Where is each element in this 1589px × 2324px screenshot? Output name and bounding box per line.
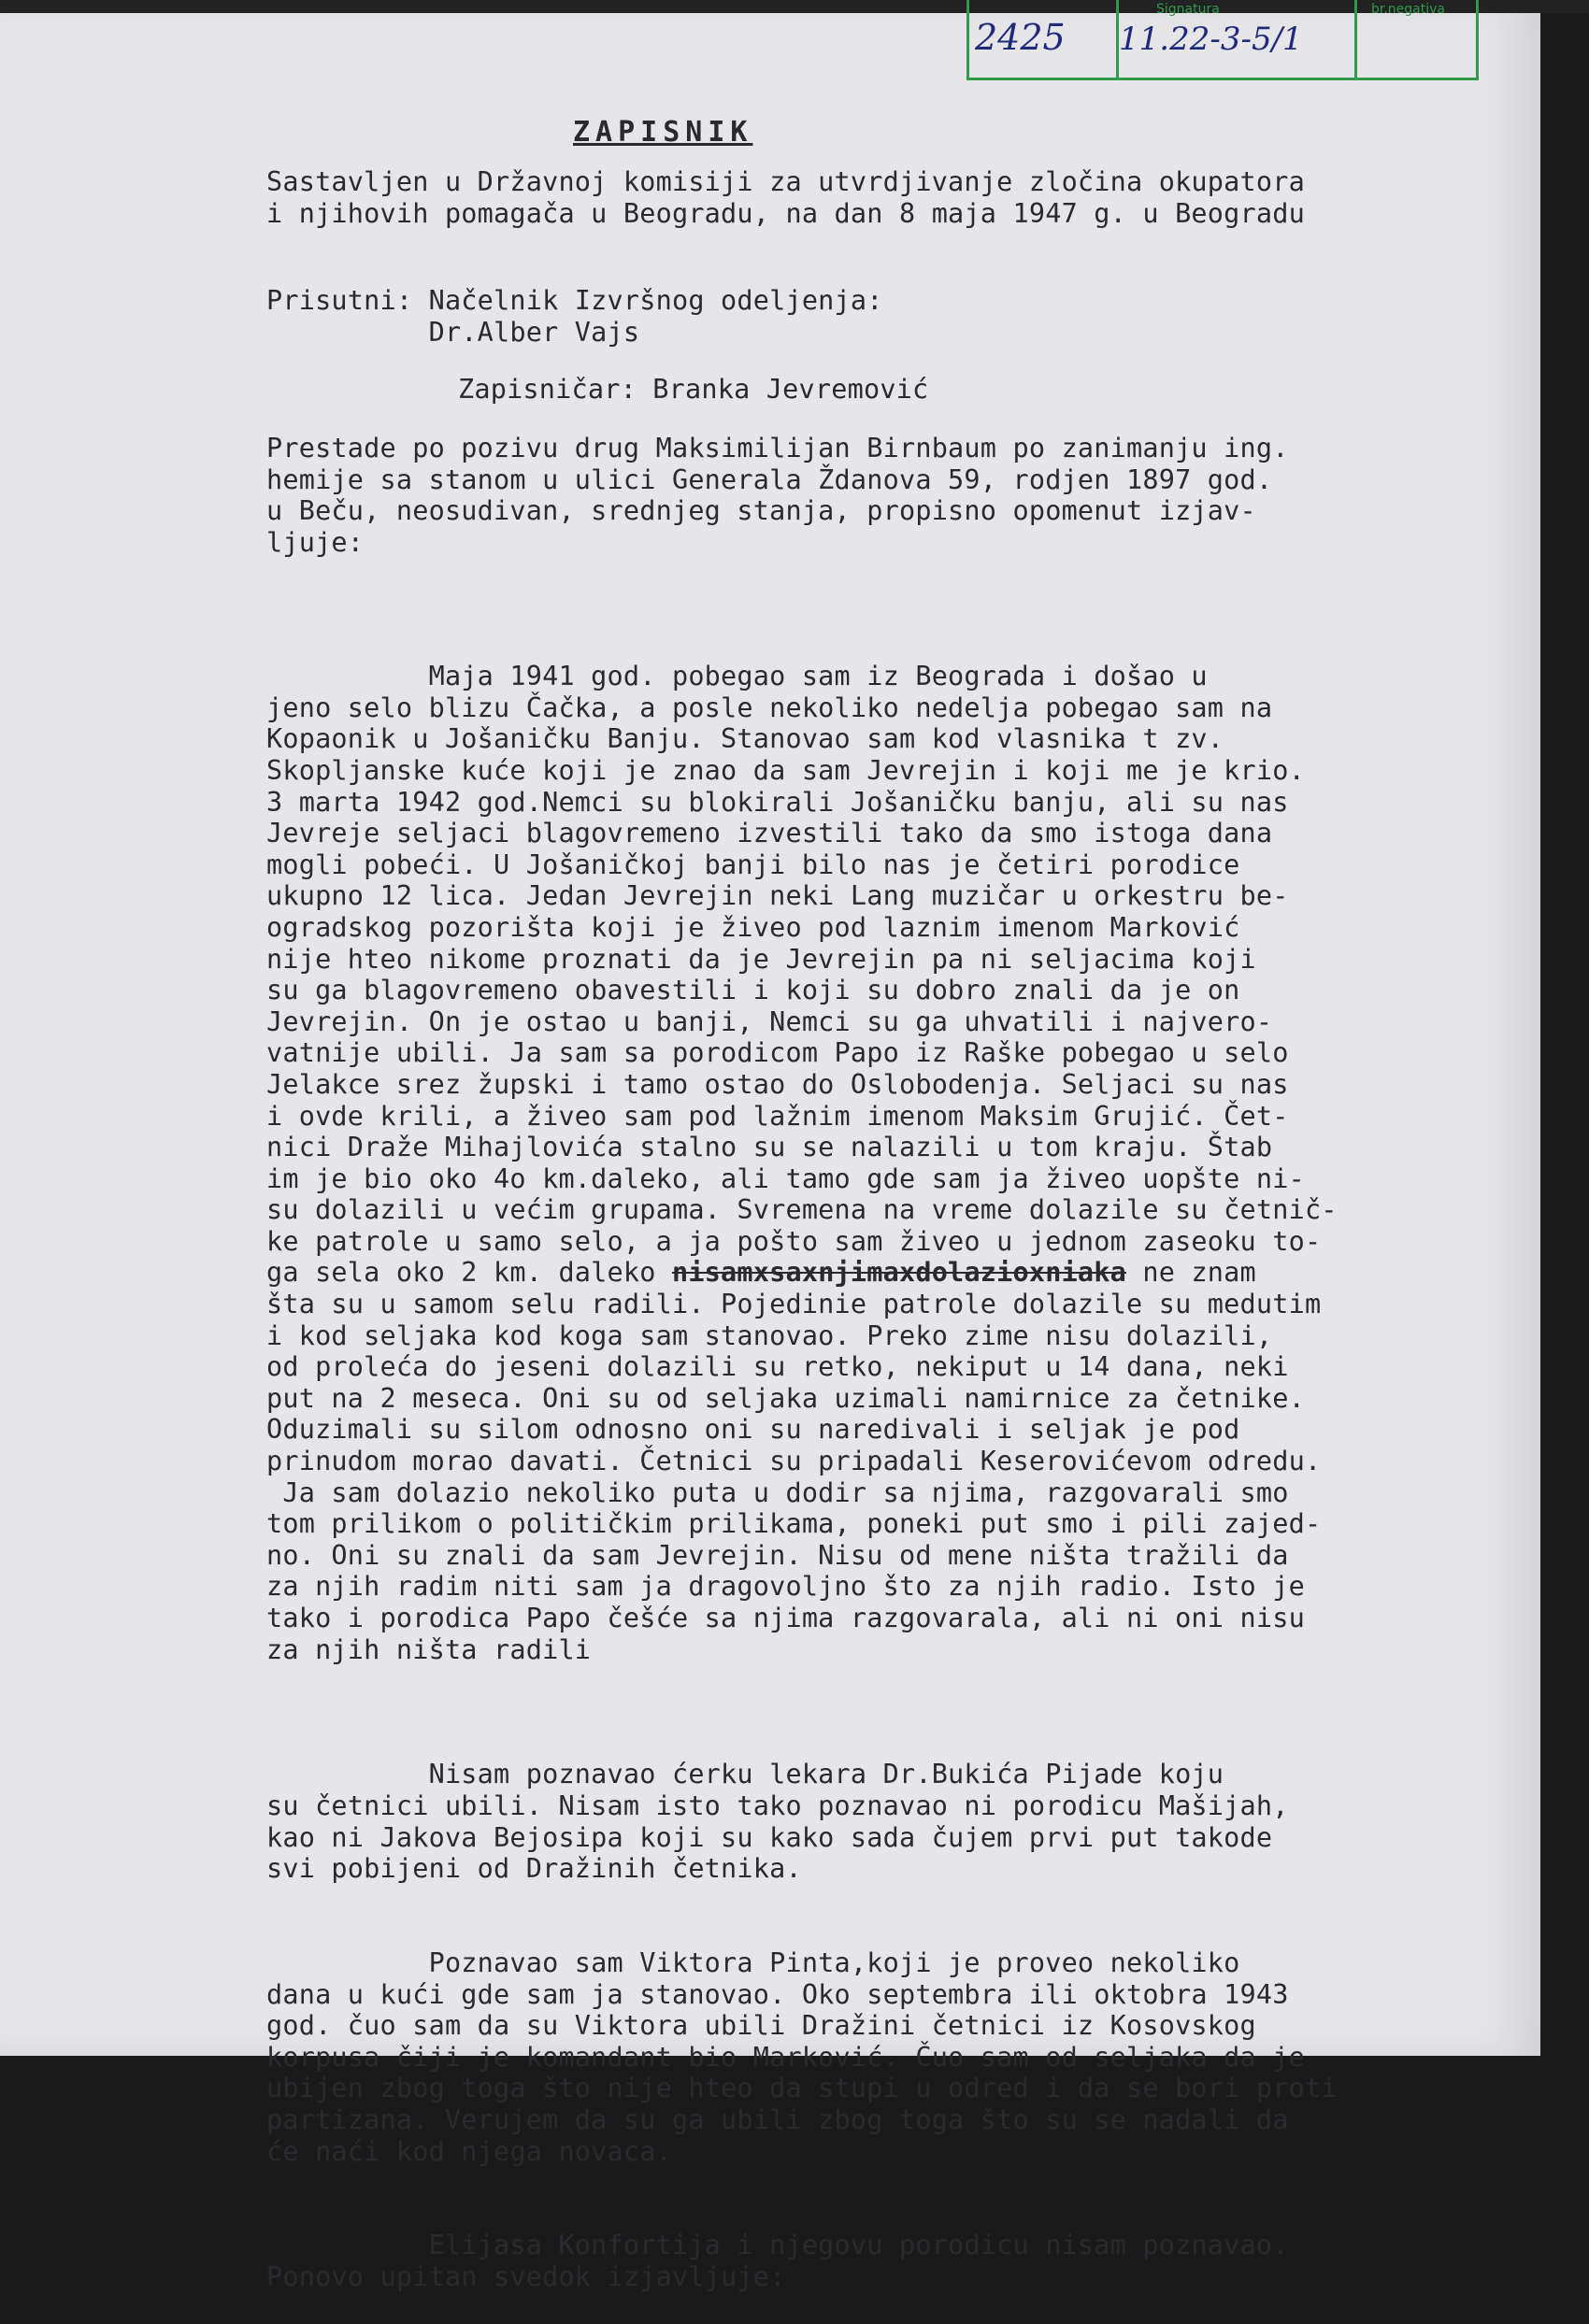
present-persons: Prisutni: Načelnik Izvršnog odeljenja: Dr.Alber Vajs	[266, 285, 883, 348]
stamp-number-cell	[969, 0, 1119, 78]
testimony-paragraph-4: Elijasa Konfortija i njegovu porodicu nisam poznavao. Ponovo upitan svedok izjavljuje:	[266, 2230, 1289, 2292]
stamp-signatura-label: Signatura	[1156, 2, 1220, 17]
testimony-paragraph-2: Nisam poznavao ćerku lekara Dr.Bukića Pijade koju su četnici ubili. Nisam isto tako poznavao ni porodicu Mašijah, kao ni Jakova Bejosipa koji su kako sada čujem prvi put takode svi pobijeni od Dražinih četnika.	[266, 1759, 1289, 1885]
witness-intro: Prestade po pozivu drug Maksimilijan Birnbaum po zanimanju ing. hemije sa stanom u ulici Generala Ždanova 59, rodjen 1897 god. u Beču, neosudivan, srednjeg stanja, propisno opomenut izjav- ljuje:	[266, 433, 1289, 558]
archive-stamp	[966, 0, 1479, 80]
testimony-paragraph-1	[266, 661, 1338, 1665]
recorder: Zapisničar: Branka Jevremović	[458, 374, 929, 405]
document-header: Sastavljen u Državnoj komisiji za utvrdjivanje zločina okupatora i njihovih pomagača u Beogradu, na dan 8 maja 1947 g. u Beogradu	[266, 166, 1305, 229]
paragraph-1-text-b: ne znam šta su u samom selu radili. Pojedinie patrole dolazile su medutim i kod seljaka kod koga sam stanovao. Preko zime nisu dolazili, od proleća do jeseni dolazili su retko, nekiput u 14 dana, neki put na 2 meseca. Oni su od seljaka uzimali namirnice za četnike. Oduzimali su silom odnosno oni su naredivali i seljak je pod prinudom morao davati. Četnici su pripadali Keserovićevom odredu. Ja sam dolazio nekoliko puta u dodir sa njima, razgovarali smo tom prilikom o političkim prilikama, poneki put smo i pili zajed- no. Oni su znali da sam Jevrejin. Nisu od mene ništa tražili da za njih radim niti sam ja dragovoljno što za njih radio. Isto je tako i porodica Papo češće sa njima razgovarala, ali ni oni nisu za njih ništa radili	[266, 1257, 1322, 1665]
struck-out-text: nisamxsaxnjimaxdolazioxniaka	[671, 1257, 1127, 1289]
paragraph-1-text-a: Maja 1941 god. pobegao sam iz Beograda i došao u jeno selo blizu Čačka, a posle nekoliko nedelja pobegao sam na Kopaonik u Jošaničku Banju. Stanovao sam kod vlasnika t zv. Skopljanske kuće koji je znao da sam Jevrejin i koji me je krio. 3 marta 1942 god.Nemci su blokirali Jošaničku banju, ali su nas Jevreje seljaci blagovremeno izvestili tako da smo istoga dana mogli pobeći. U Jošaničkoj banji bilo nas je četiri porodice ukupno 12 lica. Jedan Jevrejin neki Lang muzičar u orkestru be- ogradskog pozorišta koji je živeo pod laznim imenom Marković nije hteo nikome proznati da je Jevrejin pa ni seljacima koji su ga blagovremeno obavestili i koji su dobro znali da je on Jevrejin. On je ostao u banji, Nemci su ga uhvatili i najvero- vatnije ubili. Ja sam sa porodicom Papo iz Raške pobegao u selo Jelakce srez župski i tamo ostao do Oslobodenja. Seljaci su nas i ovde krili, a živeo sam pod lažnim imenom Maksim Grujić. Čet- nici Draže Mihajlovića stalno su se nalazili u tom kraju. Štab im je bio oko 4o km.daleko, ali tamo gde sam ja živeo uopšte ni- su dolazili u većim grupama. Svremena na vreme dolazile su četnič- ke patrole u samo selo, a ja pošto sam živeo u jednom zaseoku to- ga sela oko 2 km. daleko	[266, 661, 1338, 1289]
stamp-number: 2425	[975, 17, 1066, 58]
stamp-negativa-label: br.negativa	[1371, 2, 1446, 17]
document-title: ZAPISNIK	[573, 116, 753, 149]
testimony-body	[266, 598, 1338, 2324]
stamp-signatura: 11.22-3-5/1	[1119, 21, 1303, 58]
testimony-paragraph-3: Poznavao sam Viktora Pinta,koji je proveo nekoliko dana u kući gde sam ja stanovao. Oko septembra ili oktobra 1943 god. čuo sam da su Viktora ubili Dražini četnici iz Kosovskog korpusa čiji je komandant bio Marković. Čuo sam od seljaka da je ubijen zbog toga što nije hteo da stupi u odred i da se bori proti partizana. Verujem da su ga ubili zbog toga što su se nadali da će naći kod njega novaca.	[266, 1946, 1338, 2167]
stamp-signatura-cell	[1119, 0, 1357, 78]
